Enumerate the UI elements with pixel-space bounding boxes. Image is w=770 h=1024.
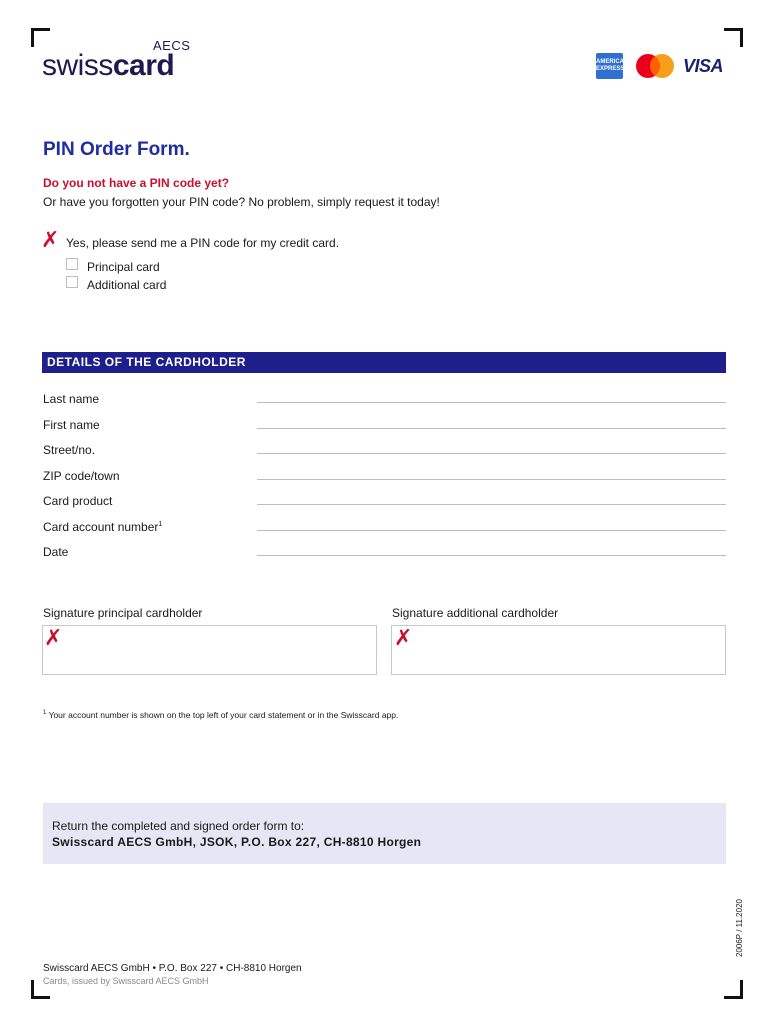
section-heading: DETAILS OF THE CARDHOLDER	[47, 355, 246, 369]
first-name-field[interactable]	[257, 428, 726, 429]
return-address-box	[43, 803, 726, 864]
footer-address: Swisscard AECS GmbH • P.O. Box 227 • CH-8810 Horgen	[43, 963, 302, 974]
request-check-mark-icon[interactable]: ✗	[41, 227, 60, 252]
last-name-field[interactable]	[257, 402, 726, 403]
swisscard-logo	[42, 48, 174, 84]
card-product-label: Card product	[43, 494, 113, 508]
principal-card-label: Principal card	[87, 260, 160, 274]
crop-mark-bottom-right	[724, 980, 743, 999]
request-text: Yes, please send me a PIN code for my credit card.	[66, 236, 340, 250]
amex-logo: AMERICAN EXPRESS	[596, 53, 623, 79]
return-address: Swisscard AECS GmbH, JSOK, P.O. Box 227, CH-8810 Horgen	[52, 835, 422, 849]
signature-principal-label: Signature principal cardholder	[43, 606, 203, 620]
last-name-label: Last name	[43, 392, 100, 406]
zip-town-field[interactable]	[257, 479, 726, 480]
footnote-text: Your account number is shown on the top left of your card statement or in the Swisscard app.	[48, 710, 399, 720]
date-label: Date	[43, 545, 69, 559]
street-label: Street/no.	[43, 443, 96, 457]
card-account-number-label	[43, 520, 162, 534]
footnote-number: 1	[43, 710, 47, 717]
logo-swiss: swiss	[42, 49, 113, 82]
additional-card-label: Additional card	[87, 278, 167, 292]
first-name-label: First name	[43, 418, 100, 432]
logo-card: card	[112, 49, 175, 82]
footnote	[43, 710, 398, 720]
card-account-number-text: Card account number	[43, 520, 159, 534]
card-account-number-field[interactable]	[257, 530, 726, 531]
crop-mark-top-right	[724, 28, 743, 47]
signature-principal-mark-icon: ✗	[44, 625, 63, 650]
return-instruction: Return the completed and signed order form to:	[52, 819, 305, 833]
street-field[interactable]	[257, 453, 726, 454]
date-field[interactable]	[257, 555, 726, 556]
footer-issuer: Cards, issued by Swisscard AECS GmbH	[43, 976, 209, 986]
page-title: PIN Order Form.	[43, 139, 190, 160]
subtitle: Do you not have a PIN code yet?	[43, 176, 230, 190]
signature-principal-box[interactable]	[42, 625, 377, 675]
mastercard-logo	[634, 53, 676, 79]
signature-additional-mark-icon: ✗	[394, 625, 413, 650]
footnote-ref: 1	[158, 521, 163, 528]
additional-card-checkbox[interactable]	[66, 276, 78, 288]
signature-additional-box[interactable]	[391, 625, 726, 675]
principal-card-checkbox[interactable]	[66, 258, 78, 270]
card-product-field[interactable]	[257, 504, 726, 505]
signature-additional-label: Signature additional cardholder	[392, 606, 559, 620]
crop-mark-top-left	[31, 28, 50, 47]
logo-aecs: AECS	[153, 38, 191, 53]
visa-logo: VISA	[683, 56, 724, 76]
intro-text: Or have you forgotten your PIN code? No problem, simply request it today!	[43, 195, 440, 209]
form-code: 2006P / 11.2020	[735, 899, 744, 957]
zip-town-label: ZIP code/town	[43, 469, 120, 483]
